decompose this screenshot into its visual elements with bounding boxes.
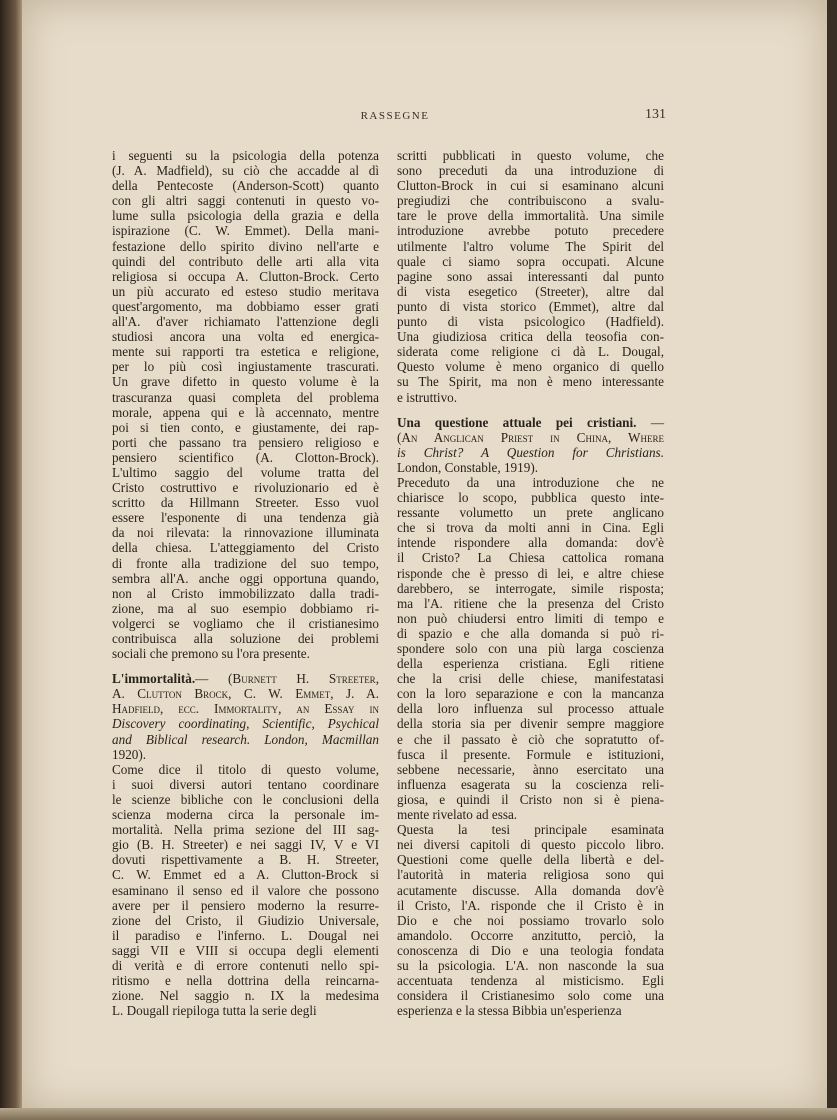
text-line: non può chiudersi entro limiti di tempo e: [397, 610, 664, 626]
text-line: da noi rilevata: la rinnovazione illuminata: [112, 525, 379, 541]
text-line: della Pentecoste (Anderson-Scott) quanto: [112, 178, 379, 194]
text-line: di fronte alla tradizione del suo tempo,: [112, 555, 379, 571]
page-number: 131: [645, 107, 666, 122]
text-line: lume sulla psicologia della grazia e della: [112, 208, 379, 224]
reference-line: —: [650, 414, 665, 430]
text-line: ma l'A. ritiene che la presenza del Cristo: [397, 595, 664, 611]
text-line: avere per il pensiero moderno la resurre-: [112, 897, 379, 913]
text-line: accentuata tendenza al misticismo. Egli: [397, 973, 664, 989]
left-section-body: [112, 762, 379, 1019]
text-line: scienza moderna circa la personale im-: [112, 807, 379, 823]
text-line: Come dice il titolo di questo volume,: [112, 761, 379, 777]
text-line: ispirazione (C. W. Emmet). Della mani-: [112, 223, 379, 239]
text-line: sono preceduti da una introduzione di: [397, 163, 664, 179]
text-line: zione, ma al suo esempio dobbiamo ri-: [112, 600, 379, 616]
text-line: fusca il presente. Formule e istituzioni,: [397, 746, 664, 762]
text-line: pensiero scientifico (A. Clotton-Brock).: [112, 449, 379, 465]
text-line: giosa, e quindi il Cristo non si è piena-: [397, 791, 664, 807]
text-line: tare le prove della immortalità. Una simile: [397, 208, 664, 224]
reference-line: (An Anglican Priest in China, Where: [397, 429, 664, 445]
text-line: su la psicologia. L'A. non nasconde la sua: [397, 957, 664, 973]
text-line: il Cristo? La Chiesa cattolica romana: [397, 550, 664, 566]
text-line: porti che passano tra pensiero religioso e: [112, 434, 379, 450]
text-line: saggi VII e VIII si occupa degli elementi: [112, 942, 379, 958]
text-line: Cristo costruttivo e rivoluzionario ed è: [112, 480, 379, 496]
text-line: intende rispondere alla domanda: dov'è: [397, 535, 664, 551]
text-line: considera il Cristianesimo solo come una: [397, 988, 664, 1004]
text-line: spondere solo con una più larga coscienza: [397, 641, 664, 656]
reference-line: London, Constable, 1919).: [397, 459, 539, 475]
text-line: festazione dello spirito divino nell'arte e: [112, 238, 379, 254]
text-line: che si trova da molti anni in Cina. Egli: [397, 520, 664, 536]
text-line: della chiesa. L'atteggiamento del Cristo: [112, 540, 379, 556]
text-line: quale ci siamo sopra occupati. Alcune: [397, 253, 664, 269]
section-heading-questione: Una questione attuale pei cristiani.: [397, 414, 637, 430]
text-line: punto di vista psicologico (Hadfield).: [397, 314, 664, 330]
text-line: Clutton-Brock in cui si esaminano alcuni: [397, 178, 664, 194]
text-line: introduzione avrebbe potuto precedere: [397, 223, 664, 239]
text-line: quest'argomento, ma dobbiamo esser grati: [112, 298, 379, 314]
left-text-block: [112, 148, 379, 661]
right-section-body: [397, 475, 664, 1018]
text-line: sembra all'A. anche oggi opportuna quando,: [112, 570, 379, 586]
text-line: e che il passato è ciò che sopratutto of-: [397, 731, 664, 747]
section-heading-immortalita: L'immortalità.: [112, 671, 196, 687]
text-line: dovuti rispettivamente a B. H. Streeter,: [112, 852, 379, 868]
text-line: conoscenza di Dio e una teologia fondata: [397, 942, 664, 958]
text-line: su The Spirit, ma non è meno interessante: [397, 374, 664, 390]
text-line: sociali che premono su l'ora presente.: [112, 646, 310, 662]
text-line: pagine sono assai interessanti dal punto: [397, 268, 664, 284]
text-line: Dio e che noi possiamo trovarlo solo: [397, 912, 664, 928]
text-line: non al Cristo immobilizzato dalla tradi-: [112, 585, 379, 601]
text-line: con gli altri saggi contenuti in questo vo-: [112, 193, 379, 209]
running-header: RASSEGNE: [360, 110, 430, 122]
text-line: punto di vista storico (Emmet), altre dal: [397, 298, 664, 314]
text-line: siderata come religione ci dà L. Dougal,: [397, 344, 664, 360]
text-line: trascuranza quasi completa del problema: [112, 389, 379, 405]
text-line: amandolo. Occorre anzitutto, perciò, la: [397, 927, 664, 943]
reference-line: Hadfield, ecc. Immortality, an Essay in: [112, 701, 379, 717]
text-line: Questo volume è meno organico di quello: [397, 359, 664, 375]
text-line: risponde che è presso di lei, e altre chiese: [397, 565, 664, 581]
page-bottom-edge: [0, 1108, 837, 1120]
text-line: il paradiso e l'inferno. L. Dougal nei: [112, 927, 379, 943]
right-column: [397, 148, 664, 1018]
text-line: i seguenti su la psicologia della potenza: [112, 148, 379, 163]
text-line: darebbero, se interrogate, simile risposta;: [397, 580, 664, 596]
text-line: scritto da Hillmann Streeter. Esso vuol: [112, 495, 379, 511]
text-line: di spazio e che alla domanda si può ri-: [397, 625, 664, 641]
text-line: della storia sia per divenir sempre maggiore: [397, 716, 664, 732]
text-line: (J. A. Madfield), su ciò che accadde al dì: [112, 163, 379, 179]
text-line: ressante volumetto un prete anglicano: [397, 505, 664, 521]
text-line: studiosi ancora una volta ed energica-: [112, 329, 379, 345]
text-line: quindi del contributo delle arti alla vita: [112, 253, 379, 269]
text-line: l'autorità in materia religiosa sono qui: [397, 867, 664, 883]
reference-line: 1920).: [112, 746, 147, 762]
text-line: di verità e di errore contenuti nello spi-: [112, 957, 379, 973]
text-line: con la loro separazione e con la mancanza: [397, 686, 664, 702]
text-line: ritismo e nella dottrina della reincarna-: [112, 973, 379, 989]
book-spine: [0, 0, 22, 1120]
text-line: zione. Nel saggio n. IX la medesima: [112, 988, 379, 1004]
text-line: poi si tien conto, e giustamente, dei rap-: [112, 419, 379, 435]
text-line: utilmente l'altro volume The Spirit del: [397, 238, 664, 254]
text-line: influenza esagerata su la coscienza reli-: [397, 776, 664, 792]
reference-line: Discovery coordinating, Scientific, Psychical: [112, 716, 379, 732]
text-line: pregiudizi che contribuiscono a svalu-: [397, 193, 664, 209]
text-line: e istruttivo.: [397, 389, 458, 405]
section-heading-line: [112, 671, 379, 686]
text-line: essere l'esponente di una tendenza già: [112, 510, 379, 526]
text-line: religiosa si occupa A. Clutton-Brock. Certo: [112, 268, 379, 284]
text-line: Una giudiziosa critica della teosofia con-: [397, 329, 664, 345]
text-line: acutamente discusse. Alla domanda dov'è: [397, 882, 664, 898]
text-line: esperienza e la stessa Bibbia un'esperienza: [397, 1003, 622, 1019]
left-column: [112, 148, 379, 1018]
reference-line: — (Burnett H. Streeter,: [195, 671, 379, 687]
text-line: mente sui rapporti tra estetica e religione,: [112, 344, 379, 360]
text-line: contribuisca alla soluzione dei problemi: [112, 631, 379, 646]
text-line: sebbene necessarie, ànno esercitato una: [397, 761, 664, 777]
text-line: zione del Cristo, il Giudizio Universale,: [112, 912, 379, 928]
text-line: gio (B. H. Streeter) e nei saggi IV, V e VI: [112, 837, 379, 853]
text-line: esaminano il senso ed il valore che possono: [112, 882, 379, 898]
text-line: Un grave difetto in questo volume è la: [112, 374, 379, 390]
text-line: scritti pubblicati in questo volume, che: [397, 148, 664, 163]
reference-line: and Biblical research. London, Macmillan: [112, 731, 379, 747]
reference-line: is Christ? A Question for Christians.: [397, 444, 664, 460]
text-line: i suoi diversi autori tentano coordinare: [112, 776, 379, 792]
text-line: Questa la tesi principale esaminata: [397, 822, 664, 838]
text-line: all'A. d'aver richiamato l'attenzione degli: [112, 314, 379, 330]
text-line: della esperienza cristiana. Egli ritiene: [397, 656, 664, 672]
text-line: della loro influenza sul processo attuale: [397, 701, 664, 717]
text-line: che la crisi delle chiese, manifestatasi: [397, 671, 664, 687]
text-line: per lo più così ingiustamente trascurati.: [112, 359, 379, 375]
text-line: Preceduto da una introduzione che ne: [397, 474, 664, 490]
text-line: morale, appena qui e là accennato, mentre: [112, 404, 379, 420]
text-line: chiarisce lo scopo, pubblica questo inte-: [397, 490, 664, 506]
text-line: mente rivelato ad essa.: [397, 807, 518, 823]
text-line: le scienze bibliche con le conclusioni della: [112, 791, 379, 807]
section-heading-line: [397, 415, 664, 430]
text-line: il Cristo, l'A. risponde che il Cristo è in: [397, 897, 664, 913]
text-line: C. W. Emmet ed a A. Clutton-Brock si: [112, 867, 379, 883]
text-line: volgerci se vogliamo che il cristianesimo: [112, 615, 379, 631]
text-line: un più accurato ed esteso studio meritava: [112, 283, 379, 299]
text-line: di vista esegetico (Streeter), altre dal: [397, 283, 664, 299]
text-line: Questioni come quelle della libertà e del-: [397, 852, 664, 868]
right-text-block: [397, 148, 664, 405]
text-line: mortalità. Nella prima sezione del III sag-: [112, 822, 379, 838]
text-line: L'ultimo saggio del volume tratta del: [112, 464, 379, 480]
text-line: nei diversi capitoli di questo piccolo libro.: [397, 837, 664, 853]
reference-line: A. Clutton Brock, C. W. Emmet, J. A.: [112, 686, 379, 702]
text-line: L. Dougall riepiloga tutta la serie degli: [112, 1003, 317, 1019]
